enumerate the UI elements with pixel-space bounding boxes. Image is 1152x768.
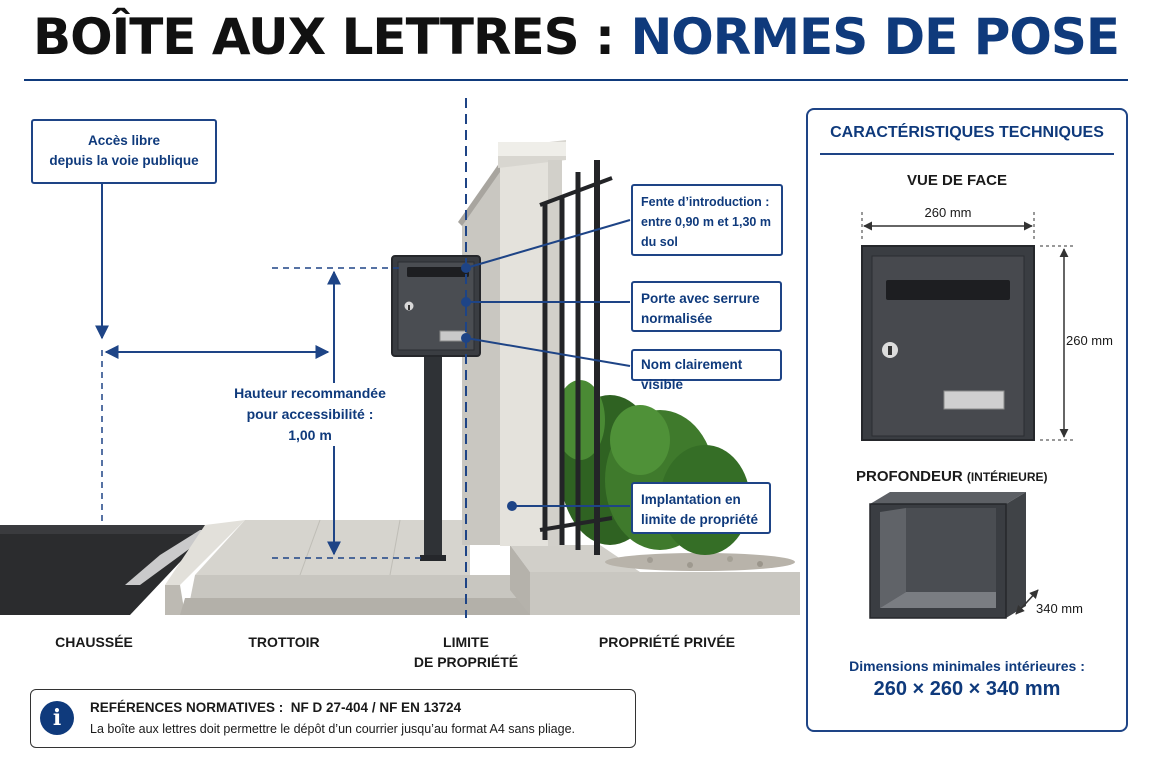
label-private-property: PROPRIÉTÉ PRIVÉE	[598, 634, 736, 650]
front-width-label: 260 mm	[900, 205, 996, 220]
references-heading	[90, 700, 461, 715]
callout-mail-slot-line3: du sol	[641, 235, 678, 249]
label-property-limit-line2: DE PROPRIÉTÉ	[413, 654, 519, 670]
depth-title: PROFONDEUR	[856, 468, 963, 485]
label-property-limit-line1: LIMITE	[443, 634, 489, 650]
callout-mail-slot	[631, 184, 783, 256]
front-height-label: 260 mm	[1066, 333, 1113, 348]
technical-panel-title: CARACTÉRISTIQUES TECHNIQUES	[830, 124, 1104, 141]
references-text: La boîte aux lettres doit permettre le dépôt d’un courrier jusqu’au format A4 sans pliage.	[90, 722, 576, 736]
callout-free-access-line2: depuis la voie publique	[49, 153, 199, 168]
label-road: CHAUSSÉE	[55, 634, 133, 650]
min-dimensions-value: 260 × 260 × 340 mm	[873, 678, 1061, 700]
private-ground	[510, 545, 800, 615]
height-value: 1,00 m	[288, 427, 332, 443]
callout-free-access	[31, 119, 217, 184]
callout-free-access-line1: Accès libre	[87, 133, 161, 148]
callout-door-lock	[631, 281, 782, 332]
height-line2: pour accessibilité :	[246, 406, 374, 422]
label-sidewalk: TROTTOIR	[248, 634, 320, 650]
callout-name-visible-line1: Nom clairement visible	[641, 357, 743, 392]
info-icon: i	[40, 701, 74, 735]
references-norms: NF D 27-404 / NF EN 13724	[290, 700, 462, 715]
title-part-dark: BOÎTE AUX LETTRES :	[32, 8, 615, 66]
technical-panel-rule	[820, 153, 1114, 155]
callout-name-visible	[631, 349, 782, 392]
height-line1: Hauteur recommandée	[234, 385, 386, 401]
title-part-blue: NORMES DE POSE	[630, 8, 1120, 66]
references-label: REFÉRENCES NORMATIVES :	[90, 700, 284, 715]
depth-value-label: 340 mm	[1036, 601, 1083, 616]
label-property-limit	[396, 632, 536, 672]
callout-mail-slot-line1: Fente d’introduction :	[641, 195, 770, 209]
references-box	[30, 689, 636, 748]
height-recommendation	[230, 383, 390, 446]
depth-label	[856, 468, 1048, 485]
callout-door-lock-line1: Porte avec serrure	[641, 291, 760, 306]
callout-door-lock-line2: normalisée	[641, 311, 713, 326]
callout-mail-slot-line2: entre 0,90 m et 1,30 m	[641, 215, 771, 229]
depth-note: (INTÉRIEURE)	[966, 470, 1048, 484]
technical-panel	[806, 108, 1128, 732]
min-dimensions-label: Dimensions minimales intérieures :	[849, 658, 1085, 674]
front-view-label: VUE DE FACE	[906, 172, 1008, 189]
callout-placement	[631, 482, 771, 534]
callout-placement-line1: Implantation en	[641, 492, 741, 507]
callout-placement-line2: limite de propriété	[641, 512, 759, 527]
